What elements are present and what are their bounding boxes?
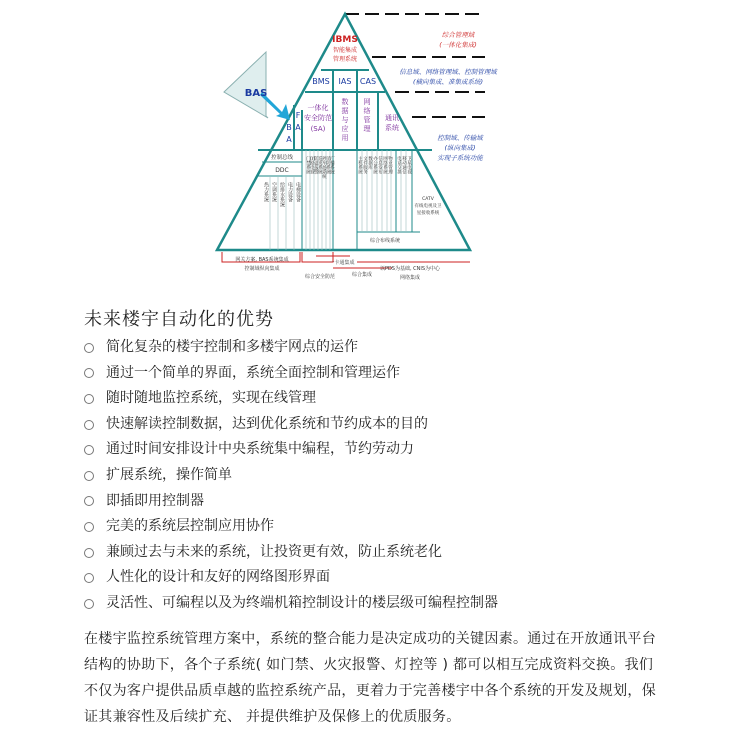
subsys-mid-4: 巡更系统 (317, 156, 323, 174)
list-item-text: 扩展系统，操作简单 (106, 466, 232, 483)
data-line-1: 数 (341, 98, 349, 106)
circle-bullet-icon (84, 496, 94, 506)
integrated-wiring-label: 综合布线系统 (369, 238, 401, 244)
subsys-right-5: 信息发布 (377, 156, 383, 174)
circle-bullet-icon (84, 368, 94, 378)
bottom-label-1-line-1: 网关方案, BAS系统集成 (235, 257, 289, 263)
circle-bullet-icon (84, 522, 94, 532)
comm-line-2: 系统 (385, 124, 399, 132)
subsys-left-4: 电力设备 (287, 182, 293, 202)
circle-bullet-icon (84, 445, 94, 455)
subsys-right-2: 文件服务 (362, 156, 368, 174)
sub-systems-right (358, 155, 393, 176)
ddc-label: DDC (275, 167, 289, 174)
cas-label: CAS (359, 77, 377, 86)
right-label-3-line-1: 控制域、传输域 (437, 134, 483, 142)
catv-line-3: 星接收系统 (416, 211, 440, 216)
bms-label: BMS (312, 77, 330, 86)
bottom-label-1-line-2: 控制域纵向集成 (244, 266, 280, 272)
list-item (84, 565, 498, 591)
subsys-left-5: 电梯设备 (295, 182, 301, 202)
right-label-2 (399, 68, 498, 86)
right-label-3-line-3: 实现子系统功能 (437, 154, 483, 162)
comm-line-1: 通讯 (385, 114, 399, 122)
net-line-1: 网 (363, 98, 371, 106)
right-label-2-line-2: (横向集成、准集成系统) (412, 78, 484, 86)
subsys-left-2: 空调系统 (271, 182, 277, 202)
sa-line-2: 安全防范 (304, 114, 332, 122)
ibms-sub1: 智能集成 (332, 47, 358, 54)
subsys-mid-5: 停车场系统 (321, 156, 327, 179)
subsys-right-7: 物业管理 (387, 156, 393, 174)
net-line-3: 管 (363, 116, 371, 124)
list-item (84, 361, 498, 387)
ibms-sub2: 管理系统 (332, 56, 358, 63)
description-paragraph: 在楼宇监控系统管理方案中，系统的整合能力是决定成功的关键因素。通过在开放通讯平台结构的协助下，各个子系统( 如门禁、火灾报警、灯控等 ) 都可以相互完成资料交换。我们不仅为客户提供品质卓越的监控系统产品，更着力于完善楼宇中各个系统的开发及规划，保证其兼容性及后续扩充、 并提供维护及保修上的优质服务。 (84, 631, 656, 725)
list-item (84, 437, 498, 463)
ias-label: IAS (338, 77, 352, 86)
right-label-2-line-1: 信息域、网络管理域、控制管理域 (399, 68, 497, 76)
subsys-right-3: 数据库 (367, 156, 373, 170)
net-line-2: 络 (363, 107, 371, 115)
data-line-3: 与 (341, 116, 349, 124)
data-line-5: 用 (341, 134, 349, 142)
list-item-text: 兼顾过去与未来的系统，让投资更有效，防止系统老化 (106, 543, 442, 560)
list-item-text: 完美的系统层控制应用协作 (106, 518, 274, 535)
list-item (84, 386, 498, 412)
list-item (84, 540, 498, 566)
catv-line-2: 有线电视及卫 (414, 204, 442, 209)
circle-bullet-icon (84, 573, 94, 583)
sub-systems-comm (397, 155, 412, 176)
right-label-1 (439, 31, 477, 49)
list-item-text: 人性化的设计和友好的网络图形界面 (106, 569, 330, 586)
list-item-text: 通过一个简单的界面，系统全面控制和管理运作 (106, 364, 400, 381)
circle-bullet-icon (84, 471, 94, 481)
bottom-label-3: 一卡通集成 (329, 260, 355, 266)
data-line-4: 应 (341, 125, 349, 133)
subsys-mid-2: 闭路电视 (309, 156, 315, 174)
vert-a: A (286, 135, 292, 144)
subsys-mid-6: 消防系统 (325, 156, 331, 174)
bas-flag (224, 52, 268, 118)
right-label-1-line-2: (一体化集成) (439, 41, 477, 49)
circle-bullet-icon (84, 394, 94, 404)
vert-b: B (286, 123, 292, 132)
bottom-label-5-line-1: 以PDS为基础, CNIS为中心 (379, 266, 441, 272)
ibms-label: IBMS (332, 35, 358, 45)
subsys-left-1: 热力系统 (263, 182, 269, 202)
subsys-right-6: 网络系统 (382, 156, 388, 174)
circle-bullet-icon (84, 420, 94, 430)
subsys-comm-2: 移动通信 (401, 156, 407, 174)
subsys-comm-3: 卫星电视 (406, 156, 412, 174)
subsys-mid-7: 广播系统 (329, 156, 335, 174)
subsys-right-1: 主机系统 (357, 156, 363, 174)
vert-f: F (295, 111, 301, 120)
right-label-1-line-1: 综合管理域 (441, 31, 475, 39)
list-item (84, 412, 498, 438)
bottom-label-1 (235, 256, 288, 272)
sa-line-3: (SA) (310, 125, 326, 133)
subsys-right-4: 办公系统 (372, 156, 378, 174)
bas-label: BAS (244, 88, 268, 99)
list-item-text: 快速解读控制数据，达到优化系统和节约成本的目的 (106, 415, 428, 432)
catv-line-1: CATV (422, 197, 434, 202)
bottom-label-2: 综合安全防范 (304, 274, 336, 280)
ctrl-bus-label: 控制总线 (270, 155, 294, 161)
bottom-label-5-line-2: 网络集成 (399, 275, 421, 281)
bottom-label-4: 综合集成 (351, 272, 373, 278)
net-line-4: 理 (363, 125, 371, 133)
list-item (84, 335, 498, 361)
right-label-3-line-2: (纵向集成) (444, 144, 476, 152)
list-item-text: 即插即用控制器 (106, 492, 204, 509)
advantages-list (84, 335, 498, 617)
list-item-text: 随时随地监控系统，实现在线管理 (106, 390, 316, 407)
list-item-text: 灵活性、可编程以及为终端机箱控制设计的楼层级可编程控制器 (106, 594, 498, 611)
list-item-text: 简化复杂的楼宇控制和多楼宇网点的运作 (106, 339, 358, 355)
data-line-2: 据 (341, 107, 349, 115)
list-item-text: 通过时间安排设计中央系统集中编程，节约劳动力 (106, 441, 414, 458)
sa-line-1: 一体化 (307, 104, 329, 112)
data-block (342, 97, 349, 142)
subsys-mid-3: 防盗报警 (313, 156, 319, 174)
circle-bullet-icon (84, 343, 94, 353)
list-item (84, 463, 498, 489)
building-automation-pyramid-diagram (0, 0, 741, 290)
right-label-3 (437, 134, 484, 162)
section-title: 未来楼宇自动化的优势 (84, 309, 274, 330)
circle-bullet-icon (84, 548, 94, 558)
subsys-comm-1: 电话交换 (396, 156, 402, 174)
list-item (84, 489, 498, 515)
vert-a2: A (295, 123, 301, 132)
circle-bullet-icon (84, 599, 94, 609)
subsys-mid-1: 门禁系统 (305, 156, 311, 174)
bottom-label-5 (380, 265, 441, 281)
list-item (84, 514, 498, 540)
subsys-left-3: 给排水系统 (279, 182, 285, 207)
list-item (84, 591, 498, 617)
